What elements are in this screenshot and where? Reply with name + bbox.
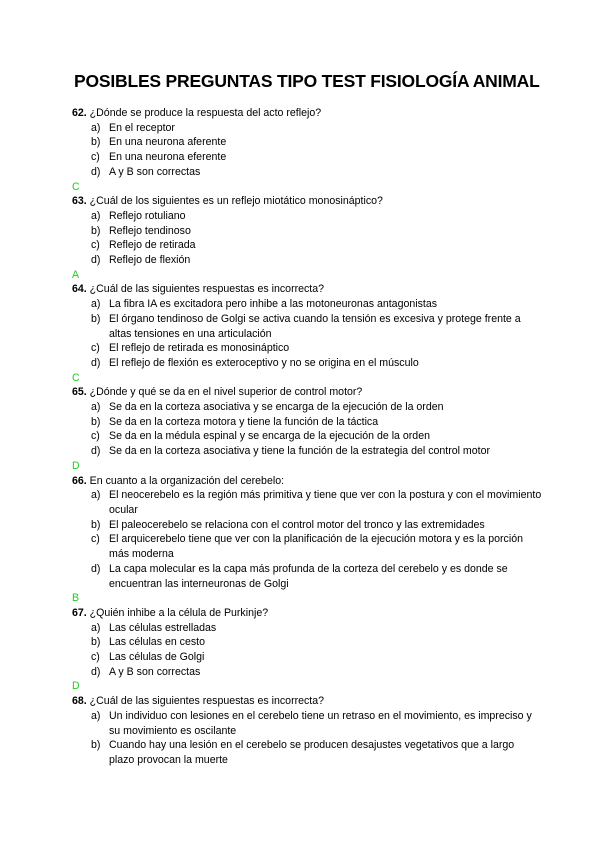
option-item [72, 224, 542, 239]
option-text: A y B son correctas [109, 665, 201, 678]
answer-key: A [72, 268, 80, 281]
option-letter: c) [91, 151, 100, 164]
option-letter: d) [91, 254, 101, 267]
option-text: Cuando hay una lesión en el cerebelo se producen desajustes vegetativos que a largo plazo provocan la muerte [109, 739, 515, 766]
question-list [72, 106, 542, 768]
option-text: En el receptor [109, 121, 175, 134]
option-letter: c) [91, 651, 100, 664]
option-text: Reflejo rotuliano [109, 209, 186, 222]
page-title: POSIBLES PREGUNTAS TIPO TEST FISIOLOGÍA ANIMAL [74, 71, 540, 91]
option-text: El paleocerebelo se relaciona con el control motor del tronco y las extremidades [109, 518, 485, 531]
option-item [72, 444, 542, 459]
answer-key: C [72, 371, 80, 384]
option-letter: c) [91, 430, 100, 443]
option-item [72, 738, 542, 767]
question-text [72, 694, 542, 709]
option-text: El reflejo de flexión es exteroceptivo y no se origina en el músculo [109, 356, 419, 369]
option-letter: c) [91, 533, 100, 546]
option-letter: a) [91, 298, 101, 311]
option-text: Un individuo con lesiones en el cerebelo tiene un retraso en el movimiento, es impreciso y su movimiento es oscilante [109, 709, 532, 737]
question-block [72, 474, 542, 606]
option-letter: a) [91, 121, 101, 134]
option-text: El reflejo de retirada es monosináptico [109, 342, 290, 355]
option-item [72, 400, 542, 415]
option-text: A y B son correctas [109, 165, 201, 178]
option-letter: a) [91, 709, 101, 722]
question-block [72, 194, 542, 282]
option-item [72, 297, 542, 312]
question-number: 68. [72, 695, 87, 708]
question-number: 63. [72, 195, 87, 208]
option-text: Se da en la médula espinal y se encarga de la ejecución de la orden [109, 430, 430, 443]
question-text [72, 194, 542, 209]
option-item [72, 532, 542, 561]
option-letter: d) [91, 562, 101, 575]
option-list [72, 400, 542, 459]
question-text [72, 606, 542, 621]
option-letter: d) [91, 165, 101, 178]
answer-key: D [72, 680, 80, 693]
question-number: 67. [72, 606, 87, 619]
question-number: 66. [72, 474, 87, 487]
answer-key: B [72, 592, 80, 605]
question-block [72, 106, 542, 194]
question-text [72, 282, 542, 297]
question-block [72, 385, 542, 473]
option-text: Se da en la corteza asociativa y se encarga de la ejecución de la orden [109, 401, 444, 414]
option-letter: c) [91, 239, 100, 252]
option-text: Las células de Golgi [109, 651, 205, 664]
option-text: Reflejo de flexión [109, 254, 191, 267]
option-list [72, 621, 542, 680]
answer-key: C [72, 180, 80, 193]
option-letter: b) [91, 136, 101, 149]
option-text: Las células estrelladas [109, 621, 217, 634]
option-text: Se da en la corteza asociativa y tiene la función de la estrategia del control motor [109, 445, 491, 458]
option-item [72, 253, 542, 268]
question-block [72, 694, 542, 768]
option-letter: a) [91, 209, 101, 222]
option-text: En una neurona aferente [109, 136, 227, 149]
question-text [72, 474, 542, 489]
option-item [72, 709, 542, 738]
option-text: La capa molecular es la capa más profunda de la corteza del cerebelo y es donde se encuentran las interneuronas de Golgi [109, 562, 508, 590]
option-letter: d) [91, 445, 101, 458]
option-item [72, 341, 542, 356]
option-letter: b) [91, 415, 101, 428]
option-list [72, 121, 542, 180]
option-letter: a) [91, 401, 101, 414]
question-prompt: ¿Cuál de las siguientes respuestas es incorrecta? [86, 283, 325, 296]
option-letter: b) [91, 518, 101, 531]
option-letter: d) [91, 356, 101, 369]
question-number: 64. [72, 283, 87, 296]
question-number: 62. [72, 107, 87, 119]
option-letter: a) [91, 489, 101, 502]
option-letter: c) [91, 342, 100, 355]
option-letter: b) [91, 739, 101, 752]
option-item [72, 150, 542, 165]
question-prompt: ¿Dónde y qué se da en el nivel superior de control motor? [86, 386, 363, 399]
option-letter: d) [91, 665, 101, 678]
option-text: Reflejo tendinoso [109, 224, 191, 237]
answer-key: D [72, 459, 80, 472]
option-letter: b) [91, 636, 101, 649]
option-item [72, 209, 542, 224]
option-list [72, 488, 542, 591]
option-item [72, 665, 542, 680]
option-item [72, 621, 542, 636]
option-item [72, 635, 542, 650]
option-list [72, 297, 542, 371]
option-letter: b) [91, 224, 101, 237]
option-item [72, 312, 542, 341]
option-text: El neocerebelo es la región más primitiva y tiene que ver con la postura y con el movimiento ocular [109, 489, 542, 516]
option-item [72, 488, 542, 517]
question-text [72, 106, 542, 121]
option-item [72, 356, 542, 371]
option-item [72, 415, 542, 430]
option-list [72, 209, 542, 268]
question-prompt: ¿Cuál de las siguientes respuestas es incorrecta? [86, 695, 325, 708]
option-item [72, 135, 542, 150]
option-text: Se da en la corteza motora y tiene la función de la táctica [109, 415, 379, 428]
question-prompt: ¿Cuál de los siguientes es un reflejo miotático monosináptico? [86, 195, 383, 208]
option-item [72, 650, 542, 665]
option-list [72, 709, 542, 768]
option-letter: a) [91, 621, 101, 634]
option-text: El órgano tendinoso de Golgi se activa cuando la tensión es excesiva y protege frente a altas tensiones en una articulación [109, 312, 521, 340]
option-text: Las células en cesto [109, 636, 205, 649]
question-text [72, 385, 542, 400]
option-text: En una neurona eferente [109, 151, 227, 164]
question-number: 65. [72, 386, 87, 399]
question-prompt: En cuanto a la organización del cerebelo: [86, 474, 285, 487]
question-prompt: ¿Quién inhibe a la célula de Purkinje? [86, 606, 269, 619]
option-item [72, 165, 542, 180]
question-block [72, 606, 542, 694]
option-item [72, 518, 542, 533]
option-text: La fibra IA es excitadora pero inhibe a las motoneuronas antagonistas [109, 298, 438, 311]
question-prompt: ¿Dónde se produce la respuesta del acto reflejo? [86, 107, 322, 119]
option-item [72, 429, 542, 444]
option-item [72, 562, 542, 591]
question-block [72, 282, 542, 385]
option-item [72, 238, 542, 253]
option-item [72, 121, 542, 136]
option-text: Reflejo de retirada [109, 239, 196, 252]
option-letter: b) [91, 312, 101, 325]
option-text: El arquicerebelo tiene que ver con la planificación de la ejecución motora y es la porción más moderna [109, 533, 523, 561]
